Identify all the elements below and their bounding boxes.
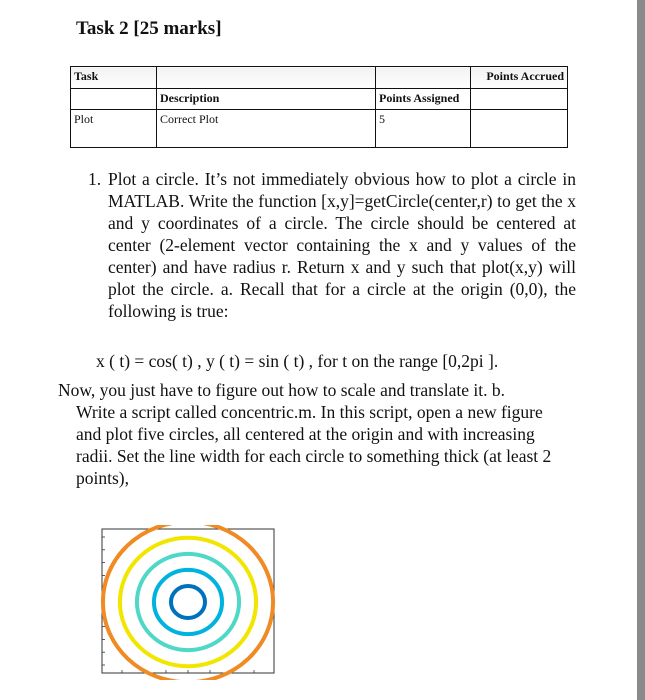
formula: x ( t) = cos( t) , y ( t) = sin ( t) , for t on the range [0,2pi ]. (96, 351, 499, 371)
grading-table (70, 66, 568, 148)
cell-points-accrued (471, 110, 568, 148)
problem-number: 1. (88, 169, 102, 189)
cell-task: Plot (71, 110, 157, 148)
cell-description: Correct Plot (157, 110, 376, 148)
subheader-empty-2 (471, 89, 568, 110)
concentric-circles-plot (96, 525, 281, 680)
page-edge-bar (637, 0, 645, 700)
header-empty-1 (157, 67, 376, 89)
header-points-accrued: Points Accrued (471, 67, 568, 89)
header-empty-2 (376, 67, 471, 89)
cell-points-assigned: 5 (376, 110, 471, 148)
instructions-paragraph (58, 379, 558, 489)
subheader-empty (71, 89, 157, 110)
header-task: Task (71, 67, 157, 89)
problem-text: Plot a circle. It’s not immediately obvious how to plot a circle in MATLAB. Write the function [x,y]=getCircle(center,r) to get the x and y coordinates of a circle. The circle should be centered at center (2-element vector containing the x and y values of the center) and have radius r. Return x and y such that plot(x,y) will plot the circle. a. Recall that for a circle at the origin (0,0), the following is true: (108, 169, 576, 321)
instructions-first-line: Now, you just have to figure out how to scale and translate it. b. (58, 380, 505, 400)
table-header-row (71, 67, 568, 89)
problem-statement (88, 168, 576, 322)
header-points-assigned: Points Assigned (376, 89, 471, 110)
table-subheader-row (71, 89, 568, 110)
header-description: Description (157, 89, 376, 110)
page-title: Task 2 [25 marks] (76, 18, 222, 39)
table-row (71, 110, 568, 148)
instructions-rest: Write a script called concentric.m. In this script, open a new figure and plot five circles, all centered at the origin and with increasing radii. Set the line width for each circle to something thick (at least 2 points), (76, 402, 552, 488)
